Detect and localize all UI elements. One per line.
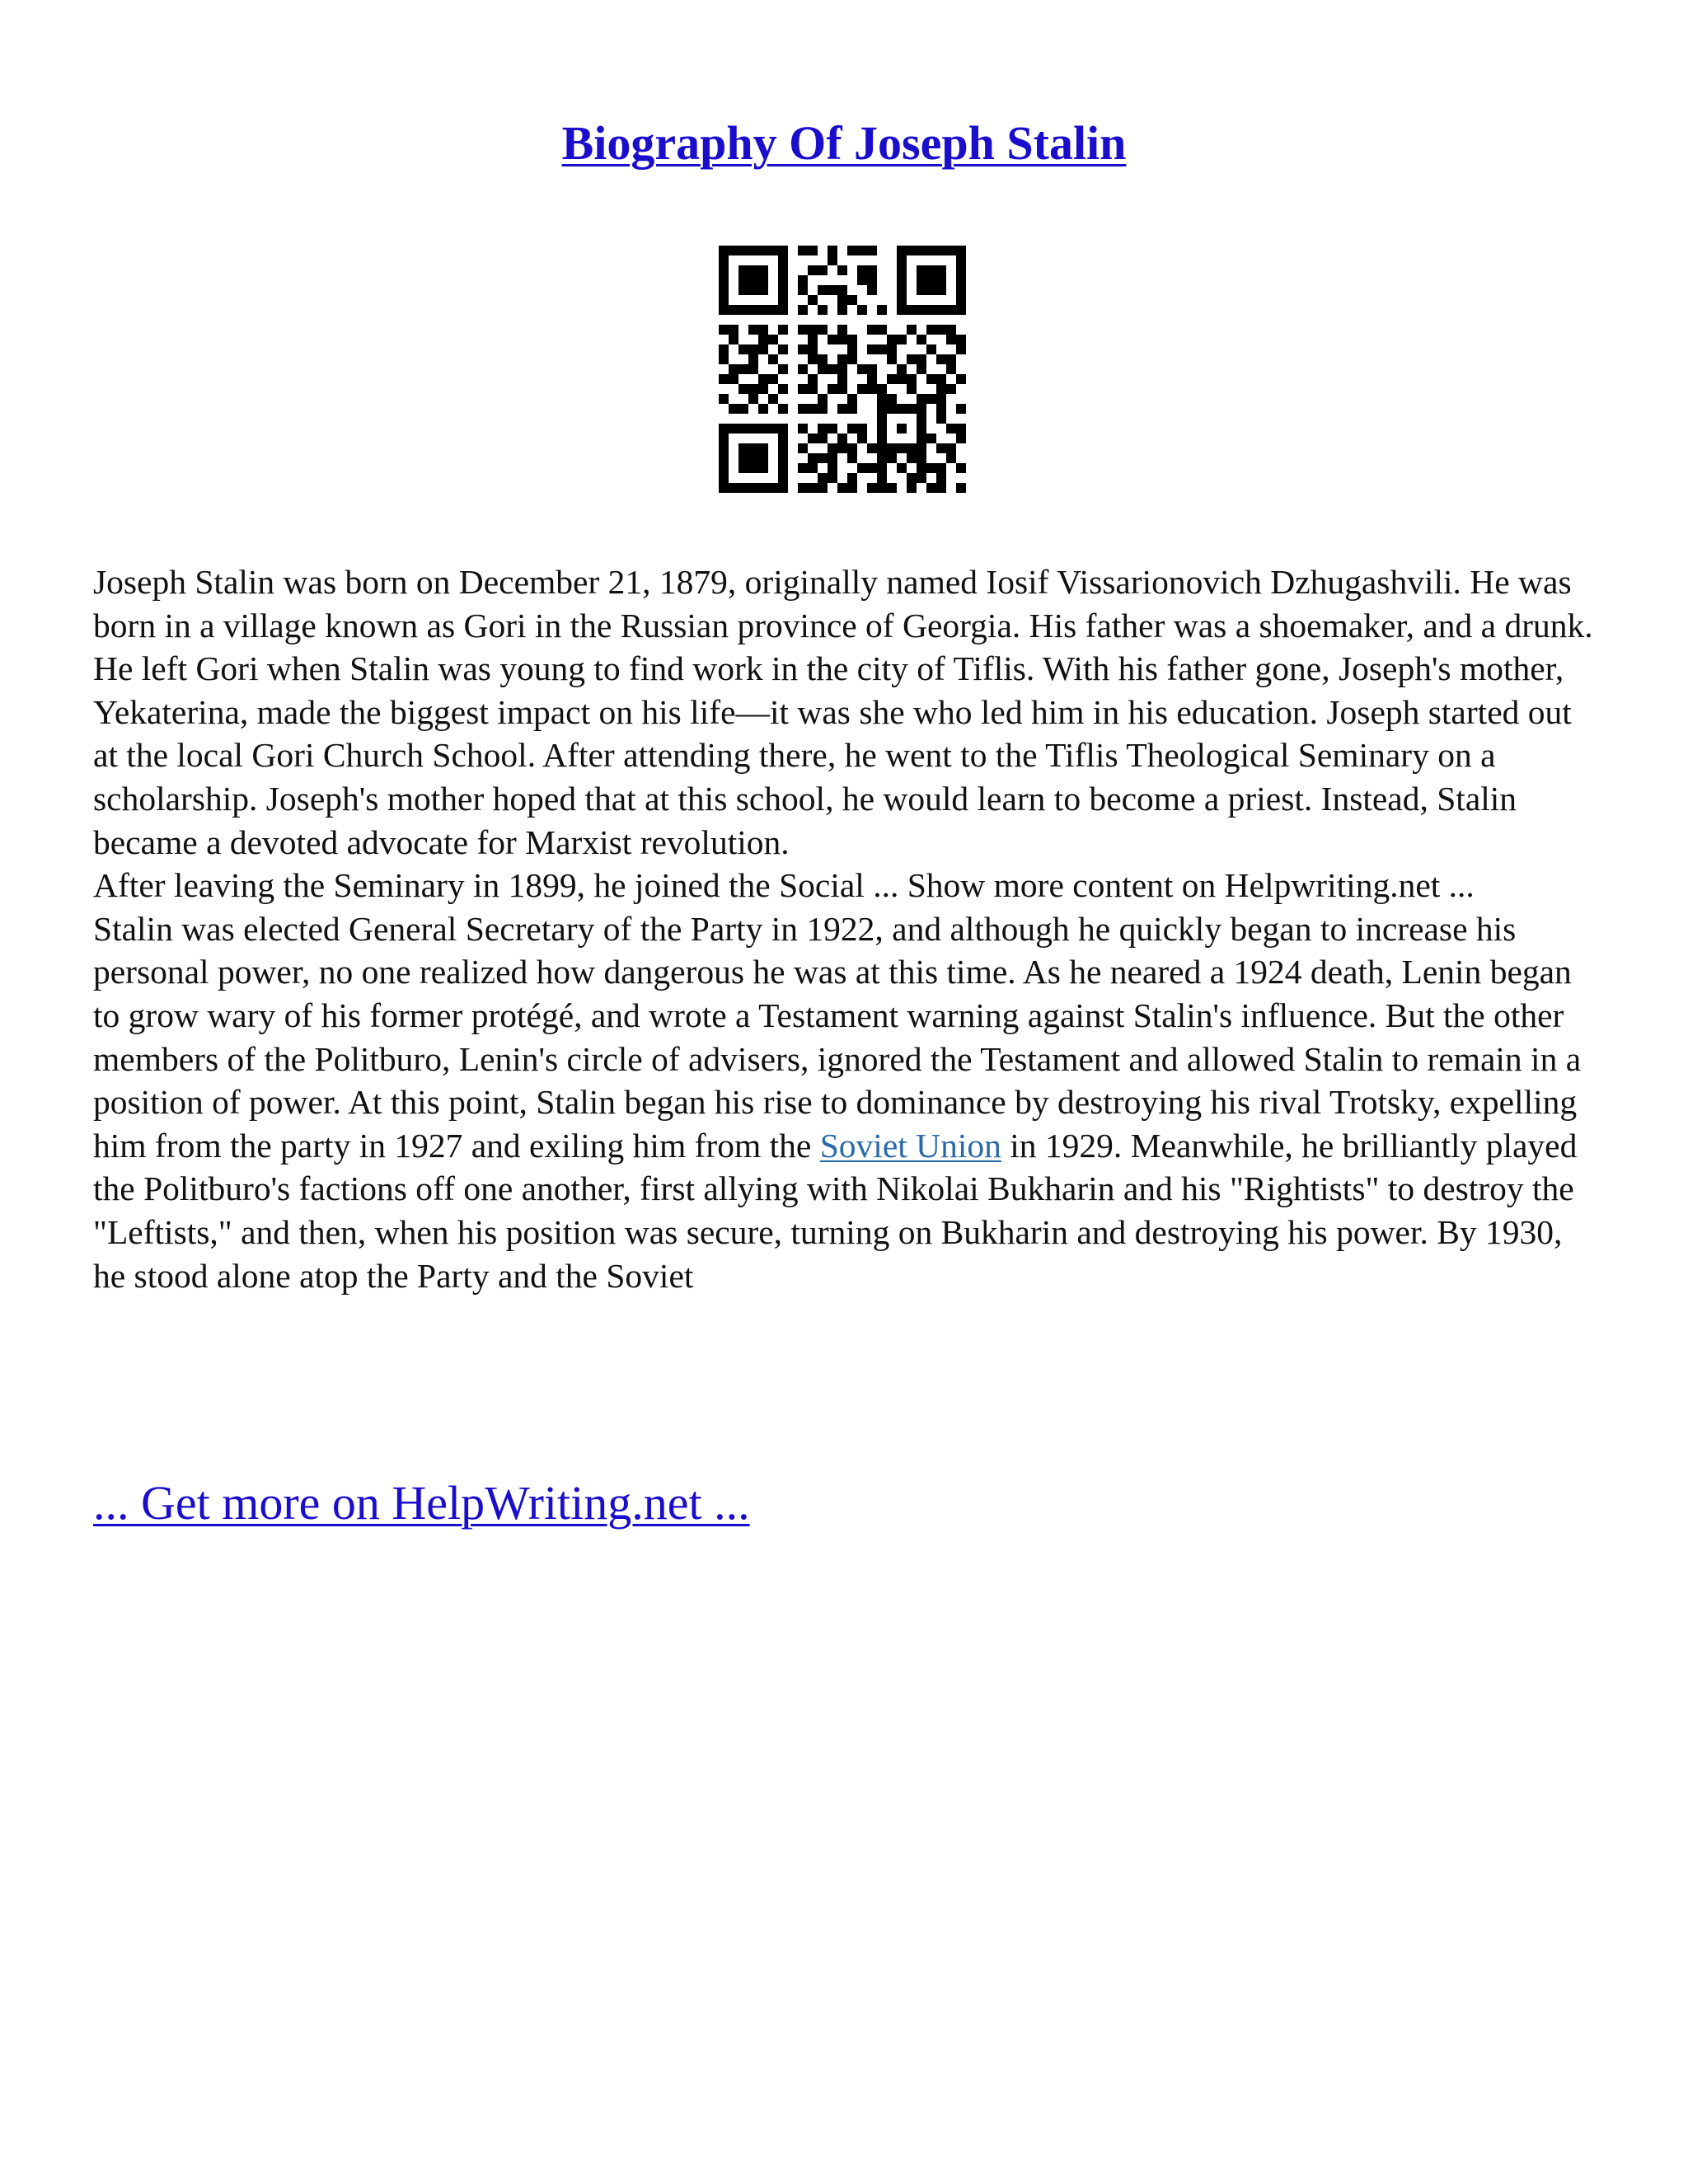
- article-body: [93, 560, 1601, 1297]
- soviet-union-link[interactable]: Soviet Union: [819, 1126, 1001, 1165]
- qr-code-icon: [719, 246, 966, 493]
- qr-code-image: [719, 246, 966, 493]
- paragraph-seminary-teaser: After leaving the Seminary in 1899, he joined the Social ... Show more content on Helpwriting.net ...: [93, 866, 1475, 905]
- title-container: [0, 115, 1688, 171]
- paragraph-text-after-link: in 1929. Meanwhile, he brilliantly played the Politburo's factions off one another, first allying with Nikolai Bukharin and his "Rightists" to destroy the "Leftists," and then, when his position was secure, turning on Bukharin and destroying his power. By 1930, he stood alone atop the Party and the Soviet: [93, 1126, 1578, 1295]
- get-more-link[interactable]: ... Get more on HelpWriting.net ...: [93, 1476, 750, 1530]
- paragraph-rise-to-power: [93, 907, 1601, 1297]
- paragraph-early-life: Joseph Stalin was born on December 21, 1879, originally named Iosif Vissarionovich Dzhugashvili. He was born in a village known as Gori in the Russian province of Georgia. His father was a shoemaker, and a drunk. He left Gori when Stalin was young to find work in the city of Tiflis. With his father gone, Joseph's mother, Yekaterina, made the biggest impact on his life—it was she who led him in his education. Joseph started out at the local Gori Church School. After attending there, he went to the Tiflis Theological Seminary on a scholarship. Joseph's mother hoped that at this school, he would learn to become a priest. Instead, Stalin became a devoted advocate for Marxist revolution.: [93, 563, 1593, 861]
- document-title-link[interactable]: Biography Of Joseph Stalin: [561, 116, 1127, 170]
- paragraph-text-before-link: Stalin was elected General Secretary of the Party in 1922, and although he quickly began to increase his personal power, no one realized how dangerous he was at this time. As he neared a 1924 death, Lenin began to grow wary of his former protégé, and wrote a Testament warning against Stalin's influence. But the other members of the Politburo, Lenin's circle of advisers, ignored the Testament and allowed Stalin to remain in a position of power. At this point, Stalin began his rise to dominance by destroying his rival Trotsky, expelling him from the party in 1927 and exiling him from the: [93, 909, 1582, 1165]
